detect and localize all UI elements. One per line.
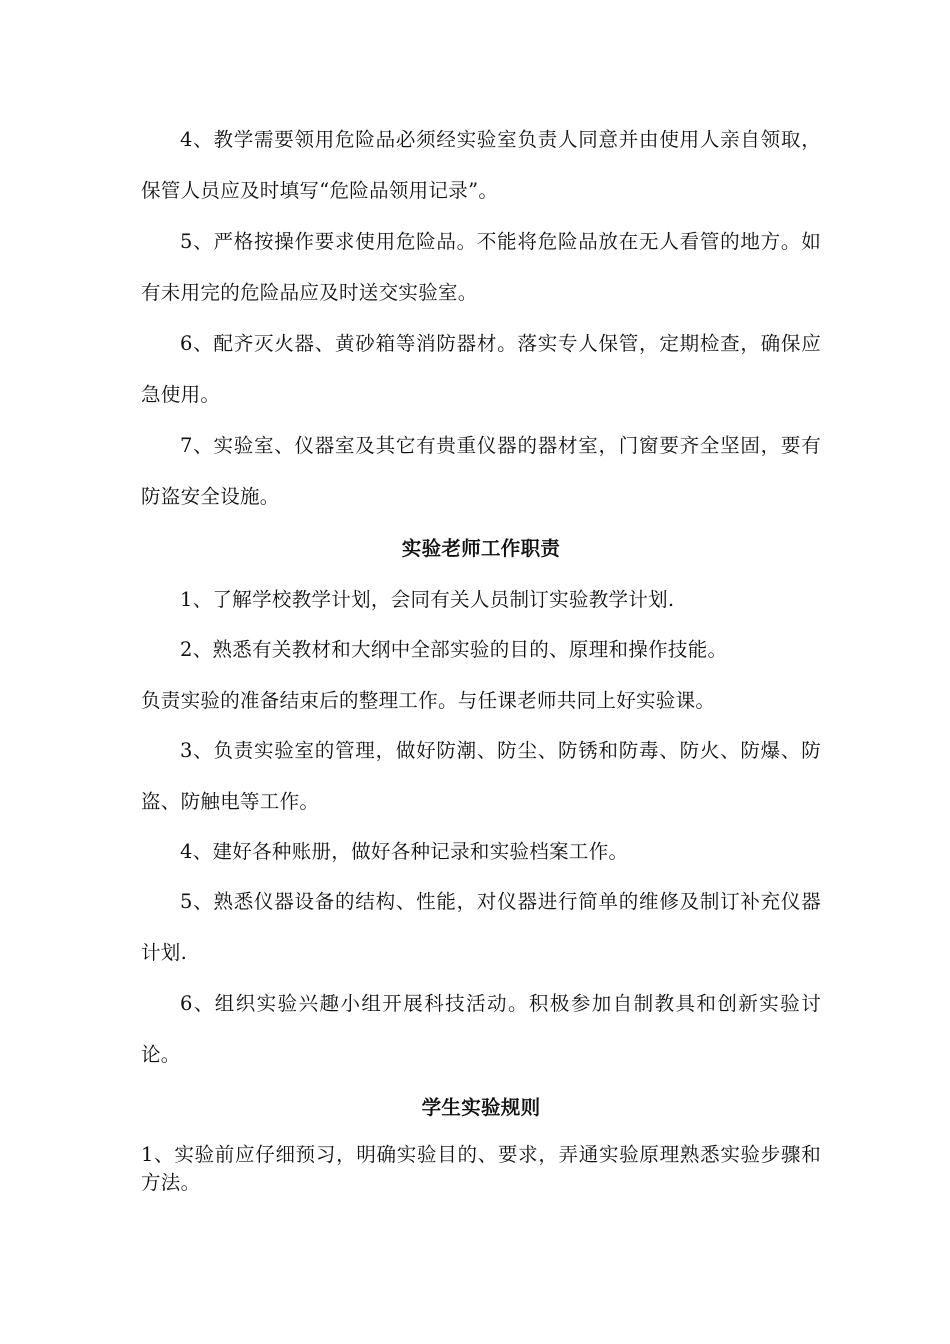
- teacher-duty-1: 1、了解学校教学计划，会同有关人员制订实验教学计划.: [180, 588, 675, 611]
- rule-paragraph-5: 5、严格按操作要求使用危险品。不能将危险品放在无人看管的地方。如有未用完的危险品应及时送交实验室。: [141, 230, 821, 304]
- teacher-duty-5: 5、熟悉仪器设备的结构、性能，对仪器进行简单的维修及制订补充仪器计划.: [141, 890, 821, 964]
- teacher-duty-2: 2、熟悉有关教材和大纲中全部实验的目的、原理和操作技能。: [180, 638, 728, 661]
- student-rule-1: 1、实验前应仔细预习，明确实验目的、要求，弄通实验原理熟悉实验步骤和方法。: [141, 1143, 821, 1194]
- teacher-duty-2-continued: 负责实验的准备结束后的整理工作。与任课老师共同上好实验课。: [141, 689, 716, 712]
- rule-paragraph-4: 4、教学需要领用危险品必须经实验室负责人同意并由使用人亲自领取，保管人员应及时填写“危险品领用记录”。: [141, 128, 821, 202]
- teacher-duty-4: 4、建好各种账册，做好各种记录和实验档案工作。: [180, 840, 629, 863]
- section-title-student-rules: 学生实验规则: [421, 1096, 541, 1119]
- teacher-duty-3: 3、负责实验室的管理，做好防潮、防尘、防锈和防毒、防火、防爆、防盗、防触电等工作。: [141, 739, 821, 813]
- rule-paragraph-7: 7、实验室、仪器室及其它有贵重仪器的器材室，门窗要齐全坚固，要有防盗安全设施。: [141, 434, 821, 508]
- teacher-duty-6: 6、组织实验兴趣小组开展科技活动。积极参加自制教具和创新实验讨论。: [141, 992, 821, 1066]
- rule-paragraph-6: 6、配齐灭火器、黄砂箱等消防器材。落实专人保管，定期检查，确保应急使用。: [141, 332, 821, 406]
- section-title-teacher-duties: 实验老师工作职责: [401, 537, 561, 560]
